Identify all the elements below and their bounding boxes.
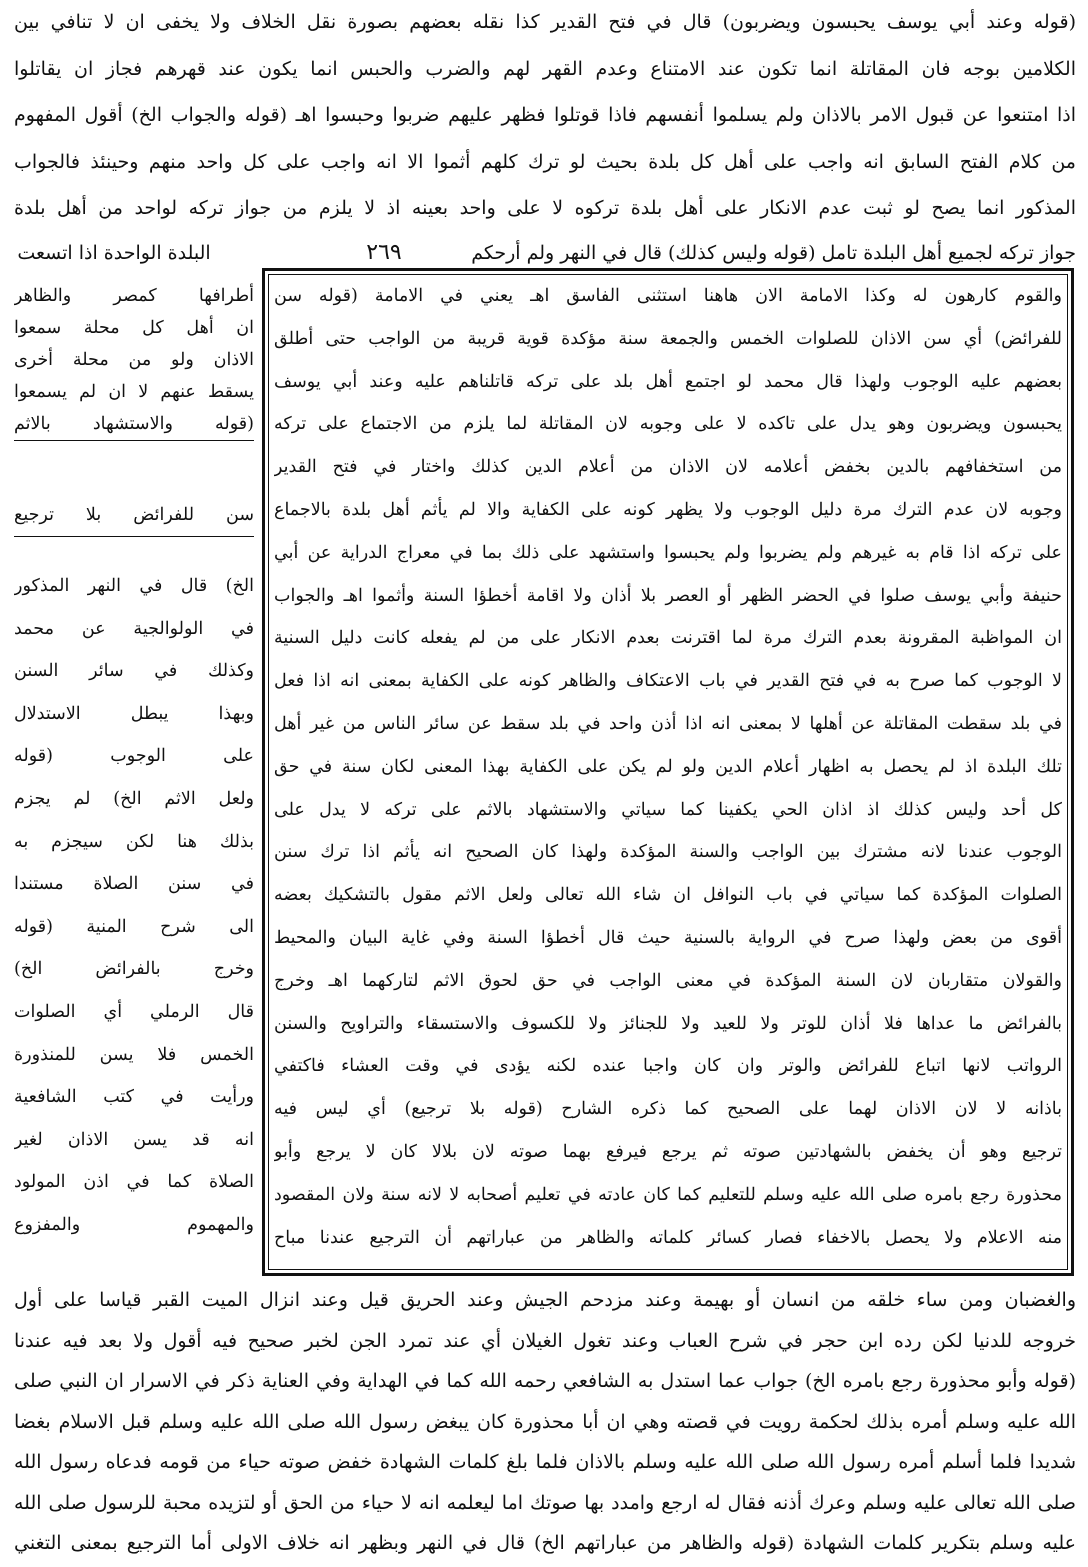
main-text-line: باذانه لا لان الاذان لهما على الصحيح كما ذكره الشارح (قوله بلا ترجيع) أي ليس فيه — [274, 1099, 1062, 1120]
margin-note-line: الخمس فلا يسن للمنذورة — [14, 1044, 254, 1065]
bottom-commentary-line: الله عليه وسلم أمره بذلك لحكمة رويت في قصته وهي ان أبا محذورة كان يبغض رسول الله صلى الله عليه وسلم قبل الاسلام بغضا — [14, 1410, 1076, 1433]
main-text-line: ان المواظبة المقرونة بعدم الترك مرة لما اقترنت بعدم الانكار على من لم يفعله كانت دليل السنية — [274, 628, 1062, 649]
bottom-commentary-line: خروجه للدنيا لكن رده ابن حجر في شرح العباب وعند تغول الغيلان أي عند تمرد الجن لخبر صحيح فيه أقول ولا بعد فيه عندنا — [14, 1329, 1076, 1352]
main-text-line: ترجيع وهو أن يخفض بالشهادتين صوته ثم يرجع فيرفع بهما صوته لان بلالا كان لا يرجع وأبو — [274, 1142, 1062, 1162]
main-text-line: حنيفة وأبي يوسف صلوا في الحضر الظهر أو العصر بلا أذان ولا اقامة أخطؤا السنة وأثموا اهـ والجواب — [274, 585, 1062, 606]
bottom-commentary-line: (قوله وأبو محذورة رجع بامره الخ) جواب عما استدل به الشافعي رحمه الله كما في الهداية وفي العناية ذكر في الاسرار ان النبي صلى — [14, 1370, 1076, 1392]
margin-note-line: أطرافها كمصر والظاهر — [14, 286, 254, 306]
main-text-line: كل أحد وليس كذلك اذ اذان الحي يكفينا كما سياتي والاستشهاد بالاثم على تركه لا يدل على — [274, 799, 1062, 820]
bottom-commentary-line: والغضبان ومن ساء خلقه من انسان أو بهيمة وعند مزدحم الجيش وعند الحريق قيل وعند انزال الميت القبر قياسا على أول — [14, 1289, 1076, 1311]
margin-heading: سن للفرائض بلا ترجيع — [14, 505, 254, 525]
margin-note-line: والمهموم والمفزوع — [14, 1215, 254, 1235]
main-text-line: يحبسون ويضربون وهو يدل على تاكده لا على وجوبه لان المقاتلة لما يلزم من الاجتماع على تركه — [274, 414, 1062, 435]
main-text-line: الصلوات المؤكدة كما سياتي في باب النوافل ان شاء الله تعالى ولعل الاثم مقول بالتشكيك بعضه — [274, 885, 1062, 906]
margin-note-line: يسقط عنهم لا ان لم يسمعوا — [14, 382, 254, 402]
page-number: ٢٦٩ — [366, 240, 402, 265]
main-text-line: لا الوجوب كما صرح به في فتح القدير في باب الاعتكاف والظاهر كونه على الكفاية بمعنى انه اذا فعل — [274, 671, 1062, 692]
main-text-line: على تركه اذا قام به غيرهم ولم يضربوا ولم يحبسوا واستشهد على ذلك بما في معراج الدراية عن أبي — [274, 542, 1062, 563]
header-margin-line: البلدة الواحدة اذا اتسعت — [17, 242, 211, 264]
main-text-line: والقولان متقاربان لان السنة المؤكدة في معنى الواجب في حق لحوق الاثم لتاركهما اهـ وخرج — [274, 970, 1062, 991]
margin-note-line: ان أهل كل محلة سمعوا — [14, 318, 254, 338]
margin-note-line: على الوجوب (قوله — [14, 746, 254, 767]
page-header — [14, 236, 1076, 270]
main-text-line: تلك البلدة اذ لم يحصل به اظهار أعلام الدين ولو لم يكن على الكفاية بهذا المعنى لكان سنة في حق — [274, 756, 1062, 777]
margin-note-line: الى شرح المنية (قوله — [14, 916, 254, 937]
main-text-line: للفرائض) أي سن الاذان للصلوات الخمس والجمعة سنة مؤكدة قوية قريبة من الواجب حتى أطلق — [274, 328, 1062, 349]
margin-note-line: الخ) قال في النهر المذكور — [14, 576, 254, 596]
main-text-line: بعضهم عليه الوجوب ولهذا قال محمد لو اجتمع أهل بلد على تركه قاتلناهم عليه وعند أبي يوسف — [274, 371, 1062, 392]
top-commentary-line: المذكور انما يصح لو ثبت عدم الانكار على أهل بلدة تركوه لا على واحد بعينه اذ لا يلزم من جواز تركه لواحد من أهل بلدة — [14, 197, 1076, 219]
top-commentary-line: (قوله وعند أبي يوسف يحبسون ويضربون) قال في فتح القدير كذا نقله بعضهم بصورة نقل الخلاف ولا يخفى ان لا تنافي بين — [14, 11, 1076, 33]
margin-rule-bottom — [14, 536, 254, 537]
main-text-line: الوجوب عندنا لانه مشترك بين الواجب والسنة المؤكدة ولهذا كان الصحيح انه يأثم اذا ترك سنن — [274, 842, 1062, 863]
margin-note-line: (قوله والاستشهاد بالاثم — [14, 414, 254, 434]
main-text-line: محذورة رجع بامره صلى الله عليه وسلم للتعليم كما كان عادته في تعليم أصحابه لا لانه سنة ولان المقصود — [274, 1184, 1062, 1205]
main-text-line: والقوم كارهون له وكذا الامامة الان هاهنا استثنى الفاسق اهـ يعني في الامامة (قوله سن — [274, 286, 1062, 306]
margin-note-line: انه قد يسن الاذان لغير — [14, 1129, 254, 1150]
top-commentary-line: الكلامين بوجه فان المقاتلة انما تكون عند الامتناع وعدم القهر لهم والضرب والحبس انما يكون عند قهرهم فجاز ان يقاتلوا — [14, 57, 1076, 80]
main-text-line: الرواتب لانها اتباع للفرائض والوتر وان كان واجبا عنده لكنه يؤدى في وقت العشاء فاكتفي — [274, 1056, 1062, 1077]
margin-rule-top — [14, 440, 254, 441]
margin-note-line: في الولوالجية عن محمد — [14, 618, 254, 639]
bottom-commentary-line: شديدا فلما أسلم أمره رسول الله صلى الله عليه وسلم بالاذان فلما بلغ كلمات الشهادة خفض صوته حياء من قومه فدعاه رسول الله — [14, 1451, 1076, 1473]
main-text-line: في بلد سقطت المقاتلة عن أهلها لا بمعنى انه اذا أذن واحد في بلد سقط عن سائر الناس من غير أهل — [274, 714, 1062, 734]
main-text-line: بالفرائض ما عداها فلا أذان للوتر ولا للعيد ولا للجنائز ولا للكسوف والاستسقاء والتراويح والسنن — [274, 1013, 1062, 1034]
main-text-line: منه الاعلام ولا يحصل بالاخفاء فصار كسائر كلماته والظاهر من عباراتهم أن الترجيع عندنا مباح — [274, 1227, 1062, 1248]
margin-note-line: الاذان ولو من محلة أخرى — [14, 350, 254, 370]
main-text-line: وجوبه لان عدم الترك مرة دليل الوجوب ولا يظهر كونه على الكفاية والا لم يأثم أهل بلدة بالاجماع — [274, 500, 1062, 520]
margin-note-line: بذلك هنا لكن سيجزم به — [14, 831, 254, 852]
margin-note-line: وبهذا يبطل الاستدلال — [14, 703, 254, 724]
margin-note-line: ورأيت في كتب الشافعية — [14, 1087, 254, 1108]
header-commentary-line: جواز تركه لجميع أهل البلدة تامل (قوله وليس كذلك) قال في النهر ولم أرحكم — [471, 242, 1076, 264]
bottom-commentary-line: عليه وسلم بتكرير كلمات الشهادة (قوله والظاهر من عباراتهم الخ) قال في النهر وبظهر انه خلاف الاولى أما الترجيع بمعنى التغني — [14, 1532, 1076, 1554]
margin-note-line: وخرج بالفرائض الخ) — [14, 959, 254, 980]
margin-note-line: ولعل الاثم الخ) لم يجزم — [14, 789, 254, 809]
margin-note-line: وكذلك في سائر السنن — [14, 661, 254, 682]
margin-note-line: الصلاة كما في اذن المولود — [14, 1172, 254, 1193]
margin-note-line: في سنن الصلاة مستندا — [14, 874, 254, 895]
margin-note-line: قال الرملي أي الصلوات — [14, 1002, 254, 1022]
main-text-line: أقوى من بعض ولهذا صرح في الرواية بالسنية حيث قال أخطؤا السنة وفي غاية البيان والمحيط — [274, 928, 1062, 948]
top-commentary-line: اذا امتنعوا عن قبول الامر بالاذان ولم يسلموا أنفسهم فاذا قوتلوا فظهر عليهم ضربوا وحبسوا اهـ (قوله والجواب الخ) أقول المفهوم — [14, 104, 1076, 126]
bottom-commentary-line: صلى الله تعالى عليه وسلم وعرك أذنه فقال له ارجع وامدد بها صوتك اما ليعلمه انه لا حياء من الحق أو لتزيده محبة للرسول صلى الله — [14, 1491, 1076, 1514]
main-text-line: من استخفافهم بالدين بخفض أعلامه لان الاذان من أعلام الدين كذلك واختار في فتح القدير — [274, 457, 1062, 478]
top-commentary-line: من كلام الفتح السابق انه واجب على أهل كل بلدة بحيث لو ترك كلهم أثموا الا انه واجب على كل واحد منهم وحينئذ فالجواب — [14, 150, 1076, 173]
